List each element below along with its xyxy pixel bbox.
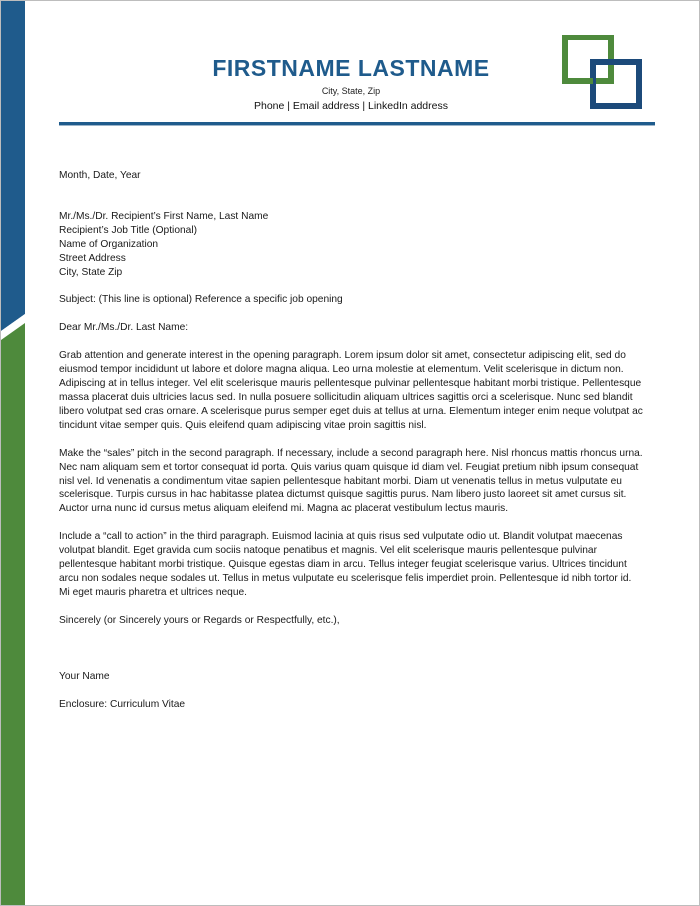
sales-paragraph: Make the “sales” pitch in the second paragraph. If necessary, include a second paragraph here. Nisl rhoncus mattis rhoncus urna. Nec nam aliquam sem et tortor consequat id porta. Quis varius quam quisque id diam vel. Feugiat pretium nibh ipsum consequat nisl vel. Id venenatis a condimentum vitae sapien pellentesque habitant morbi. Diam ut venenatis tellus in metus vulputate eu scelerisque. Turpis cursus in hac habitasse platea dictumst quisque sagittis purus. Nam libero justo laoreet sit amet cursus sit. Auctor urna nunc id cursus metus aliquam eleifend mi. Magna ac placerat vestibulum lectus mauris. [59,447,643,515]
side-bar-green-segment [1,323,25,906]
letter-date: Month, Date, Year [59,170,141,181]
recipient-street: Street Address [59,252,126,264]
side-bar-blue-segment [1,1,25,331]
side-color-bar [1,1,25,906]
recipient-city: City, State Zip [59,266,123,278]
recipient-block [59,210,643,280]
call-to-action-paragraph: Include a “call to action” in the third paragraph. Euismod lacinia at quis risus sed vulputate odio ut. Blandit volutpat maecenas volutpat blandit. Eget gravida cum sociis natoque penatibus et magnis. Vel elit scelerisque mauris pellentesque pulvinar pellentesque habitant morbi tristique. Quisque egestas diam in arcu. Tellus integer feugiat scelerisque varius. Ultrices tincidunt arcu non sodales neque sodales ut. Tellus in metus vulputate eu scelerisque felis imperdiet proin. Pellentesque id nibh tortor id. Mi eget mauris pharetra et ultrices neque. [59,531,632,598]
recipient-title: Recipient’s Job Title (Optional) [59,224,197,236]
letterhead [61,53,641,113]
recipient-name: Mr./Ms./Dr. Recipient’s First Name, Last Name [59,210,269,222]
subject-line: Subject: (This line is optional) Reference a specific job opening [59,294,343,306]
sender-contact-line: Phone | Email address | LinkedIn address [254,100,448,112]
enclosure-line: Enclosure: Curriculum Vitae [59,698,186,710]
signature-name: Your Name [59,670,110,682]
overlapping-squares-logo [561,35,645,111]
opening-paragraph: Grab attention and generate interest in the opening paragraph. Lorem ipsum dolor sit amet, consectetur adipiscing elit, sed do eiusmod tempor incididunt ut labore et dolore magna aliqua. Leo urna molestie at elementum. Velit scelerisque in dictum non. Adipiscing at in tellus integer. Vel elit scelerisque mauris pellentesque pulvinar pellentesque habitant morbi tristique. Pellentesque massa placerat duis ultricies lacus sed. In nulla posuere sollicitudin aliquam ultrices sagittis orci a scelerisque. Nunc sed blandit libero volutpat sed cras ornare. A scelerisque purus semper eget duis at tellus at urna. Elementum integer enim neque volutpat ac tincidunt vitae semper quis. Quis eleifend quam adipiscing vitae proin sagittis nisl. [59,350,643,431]
salutation: Dear Mr./Ms./Dr. Last Name: [59,322,189,334]
sender-location: City, State, Zip [321,86,381,96]
sender-name: FIRSTNAME LASTNAME [212,55,490,81]
letter-body [59,169,643,711]
closing: Sincerely (or Sincerely yours or Regards or Respectfully, etc.), [59,614,340,626]
header-divider-shadow [59,125,655,126]
recipient-organization: Name of Organization [59,238,159,250]
